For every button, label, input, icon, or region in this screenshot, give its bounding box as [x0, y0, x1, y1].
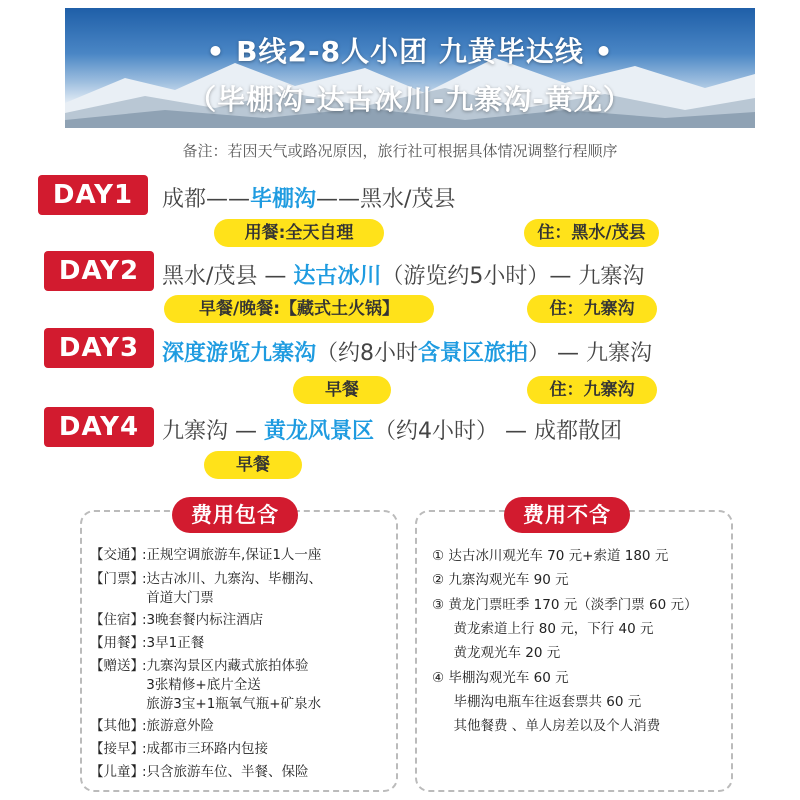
day2-route	[162, 259, 644, 290]
day4-badge: DAY4	[44, 407, 154, 447]
day2-badge: DAY2	[44, 251, 154, 291]
route-highlight: 毕棚沟	[250, 187, 317, 212]
route-segment: （游览约5小时）— 九寨沟	[381, 264, 645, 289]
included-item	[90, 692, 321, 712]
included-item-value: 旅游3宝+1瓶氧气瓶+矿泉水	[142, 696, 322, 712]
included-item-key: 【接早】	[90, 741, 144, 757]
included-item-key: 【用餐】	[90, 635, 144, 651]
included-item-value: 3张精修+底片全送	[142, 677, 261, 693]
excluded-item: 毕棚沟电瓶车往返套票共 60 元	[432, 694, 642, 710]
excluded-item: ① 达古冰川观光车 70 元+索道 180 元	[432, 548, 669, 564]
route-segment: 黑水/茂县 —	[162, 264, 294, 289]
included-title: 费用包含	[172, 497, 298, 533]
included-item	[90, 737, 268, 757]
included-item	[90, 543, 321, 563]
included-item-value: 首道大门票	[142, 590, 214, 606]
included-item-key: 【儿童】	[90, 764, 144, 780]
banner-subtitle: （毕棚沟-达古冰川-九寨沟-黄龙）	[188, 83, 632, 116]
included-item	[90, 673, 261, 693]
route-highlight: 含景区旅拍	[418, 341, 529, 366]
included-item-key: 【交通】	[90, 547, 144, 563]
day1-badge: DAY1	[38, 175, 148, 215]
route-segment: 成都——	[162, 187, 251, 212]
included-item-value: :3早1正餐	[142, 635, 205, 651]
day1-route	[162, 182, 455, 213]
header-banner	[65, 8, 755, 128]
day2-meal-tag: 早餐/晚餐:【藏式土火锅】	[164, 295, 434, 323]
day3-badge: DAY3	[44, 328, 154, 368]
included-item	[90, 654, 309, 674]
day4-meal-tag: 早餐	[204, 451, 302, 479]
included-item-value: :3晚套餐内标注酒店	[142, 612, 264, 628]
excluded-title: 费用不含	[504, 497, 630, 533]
route-segment: 九寨沟 —	[162, 419, 264, 444]
included-item	[90, 631, 204, 651]
included-item-key: 【赠送】	[90, 658, 144, 674]
excluded-item: ② 九寨沟观光车 90 元	[432, 572, 569, 588]
day1-stay-tag: 住：黑水/茂县	[524, 219, 659, 247]
included-item-value: :九寨沟景区内藏式旅拍体验	[142, 658, 309, 674]
included-item	[90, 608, 263, 628]
route-segment: （约8小时	[316, 341, 419, 366]
excluded-item: 黄龙索道上行 80 元，下行 40 元	[432, 621, 654, 637]
excluded-item: 其他餐费 、单人房差以及个人消费	[432, 718, 661, 734]
itinerary-note: 备注：若因天气或路况原因，旅行社可根据具体情况调整行程顺序	[182, 142, 618, 160]
excluded-item: ③ 黄龙门票旺季 170 元（淡季门票 60 元）	[432, 597, 698, 613]
route-highlight: 深度游览九寨沟	[162, 341, 317, 366]
route-segment: （约4小时） — 成都散团	[374, 419, 622, 444]
included-item-value: :达古冰川、九寨沟、毕棚沟、	[142, 571, 323, 587]
included-item-key: 【门票】	[90, 571, 144, 587]
day3-route	[162, 336, 652, 367]
excluded-item: 黄龙观光车 20 元	[432, 645, 561, 661]
day2-stay-tag: 住：九寨沟	[527, 295, 657, 323]
route-highlight: 达古冰川	[293, 264, 382, 289]
day1-meal-tag: 用餐:全天自理	[214, 219, 384, 247]
included-item-value: :正规空调旅游车,保证1人一座	[142, 547, 322, 563]
route-highlight: 黄龙风景区	[264, 419, 375, 444]
included-item	[90, 567, 322, 587]
day4-route	[162, 414, 622, 445]
included-item-value: :只含旅游车位、半餐、保险	[142, 764, 309, 780]
included-item-value: :旅游意外险	[142, 718, 215, 734]
route-segment: ——黑水/茂县	[316, 187, 456, 212]
included-item	[90, 714, 214, 734]
included-item-key: 【其他】	[90, 718, 144, 734]
included-item-value: :成都市三环路内包接	[142, 741, 269, 757]
route-segment: ） — 九寨沟	[528, 341, 653, 366]
included-item-key: 【住宿】	[90, 612, 144, 628]
banner-title: • B线2-8人小团 九黄毕达线 •	[206, 35, 614, 68]
day3-stay-tag: 住：九寨沟	[527, 376, 657, 404]
included-item	[90, 760, 309, 780]
excluded-item: ④ 毕棚沟观光车 60 元	[432, 670, 569, 686]
day3-meal-tag: 早餐	[293, 376, 391, 404]
included-item	[90, 586, 214, 606]
